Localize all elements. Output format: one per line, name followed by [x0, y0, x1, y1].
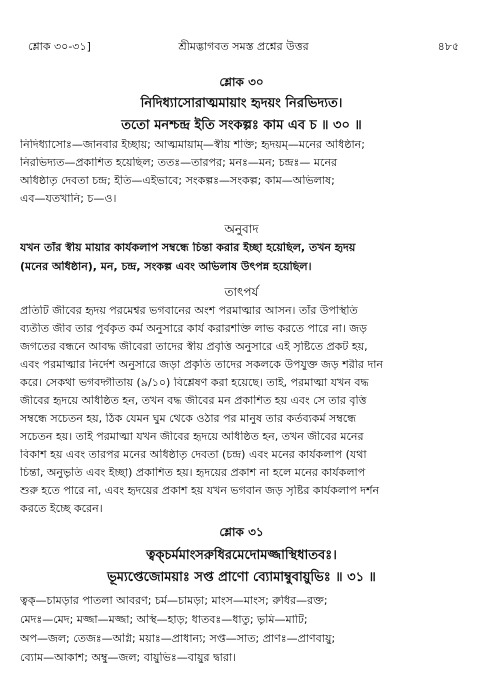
verse-30-synonyms-line-2: নিরভিদ্যত—প্রকাশিত হয়েছিল; ততঃ—তারপর; মনঃ—মন; চন্দ্রঃ— মনের — [20, 157, 338, 168]
purport-line-12: করতে ইচ্ছে করেন। — [20, 503, 103, 514]
verse-31-synonyms-line-1: ত্বক্—চামড়ার পাতলা আবরণ; চর্ম—চামড়া; মাংস—মাংস; রুধির—রক্ত; — [20, 595, 328, 606]
purport-line-9: বিকাশ হয় এবং তারপর মনের অধিষ্ঠাতৃ দেবতা (চন্দ্র) এবং মনের কার্যকলাপ (যথা — [20, 449, 367, 460]
purport-line-6: জীবের হৃদয়ে অধিষ্ঠিত হন, তখন বদ্ধ জীবের মন প্রকাশিত হয় এবং সে তার বৃত্তি — [20, 395, 367, 406]
verse-30-sanskrit-line-1: নিদিধ্যাসোরাত্মমায়াং হৃদয়ং নিরভিদ্যত। — [140, 96, 343, 111]
purport-line-5: করে। সেকথা ভগবদ্গীতায় (৯/১০) বিশ্লেষণ করা হয়েছে। তাই, পরমাত্মা যখন বদ্ধ — [20, 377, 369, 388]
verse-30-synonyms-line-4: এব—যতখানি; চ—ও। — [20, 193, 117, 204]
verse-30-synonyms-line-3: অধিষ্ঠাতৃ দেবতা চন্দ্র; ইতি—এইভাবে; সংকল্পঃ—সংকল্প; কাম—অভিলাষ; — [20, 175, 335, 186]
verse-30-heading: শ্লোক ৩০ — [219, 75, 264, 89]
purport-line-10: চিন্তা, অনুভূতি এবং ইচ্ছা) প্রকাশিত হয়। হৃদয়ের প্রকাশ না হলে মনের কার্যকলাপ — [20, 467, 366, 478]
translation-label: অনুবাদ — [224, 222, 259, 236]
purport-label: তাৎপর্য — [224, 285, 259, 299]
running-header — [28, 38, 459, 57]
translation-line-1: যখন তাঁর স্বীয় মায়ার কার্যকলাপ সম্বন্ধে চিন্তা করার ইচ্ছা হয়েছিল, তখন হৃদয় — [20, 242, 356, 253]
purport-line-8: সচেতন হয়। তাই পরমাত্মা যখন জীবের হৃদয়ে অধিষ্ঠিত হন, তখন জীবের মনের — [20, 431, 364, 442]
verse-31-heading: শ্লোক ৩১ — [219, 525, 264, 539]
purport-line-7: সম্বন্ধে সচেতন হয়, ঠিক যেমন ঘুম থেকে ওঠার পর মানুষ তার কর্তব্যকর্ম সম্বন্ধে — [20, 413, 356, 424]
purport-line-3: জগতের বন্ধনে আবদ্ধ জীবেরা তাদের স্বীয় প্রবৃত্তি অনুসারে এই সৃষ্টিতে প্রকট হয়, — [20, 341, 368, 352]
purport-line-4: এবং পরমাত্মার নির্দেশ অনুসারে জড়া প্রকৃতি তাদের সকলকে উপযুক্ত জড় শরীর দান — [20, 359, 383, 370]
purport-line-11: শুরু হতে পারে না, এবং হৃদয়ের প্রকাশ হয় যখন ভগবান জড় সৃষ্টির কার্যকলাপ দর্শন — [20, 485, 380, 496]
header-chapter-title: শ্রীমদ্ভাগবত সমস্ত প্রশ্নের উত্তর — [178, 40, 309, 53]
verse-31-synonyms-line-3: অপ—জল; তেজঃ—অগ্নি; ময়াঃ—প্রাধান্য; সপ্ত—সাত; প্রাণঃ—প্রাণবায়ু; — [20, 633, 336, 644]
verse-31-synonyms-line-4: ব্যোম—আকাশ; অম্বু—জল; বায়ুভিঃ—বায়ুর দ্বারা। — [20, 652, 236, 663]
header-verse-range: শ্লোক ৩০-৩১] — [28, 40, 91, 53]
translation-line-2: (মনের অধিষ্ঠান), মন, চন্দ্র, সংকল্প এবং অভিলাষ উৎপন্ন হয়েছিল। — [20, 261, 312, 272]
verse-31-synonyms-line-2: মেদঃ—মেদ; মজ্জা—মজ্জা; অস্থি—হাড়; ধাতবঃ—ধাতু; ভূমি—মাটি; — [20, 614, 308, 625]
page-number: ৪৮৫ — [437, 40, 459, 53]
purport-line-2: ব্যতীত জীব তার পূর্বকৃত কর্ম অনুসারে কার্য করারশক্তি লাভ করতে পারে না। জড় — [20, 323, 367, 334]
purport-line-1: প্রতিটি জীবের হৃদয় পরমেশ্বর ভগবানের অংশ পরমাত্মার আসন। তাঁর উপস্থিতি — [20, 305, 358, 316]
verse-30-sanskrit-line-2: ততো মনশ্চন্দ্র ইতি সংকল্পঃ কাম এব চ ॥ ৩০ ॥ — [121, 118, 362, 133]
verse-30-synonyms-line-1: নিদিধ্যাসোঃ—জানবার ইচ্ছায়; আত্মমায়াম্—স্বীয় শক্তি; হৃদয়ম্—মনের অধিষ্ঠান; — [20, 139, 365, 150]
verse-31-sanskrit-line-1: ত্বক্চর্মমাংসরুধিরমেদোমজ্জাস্থিধাতবঃ। — [146, 548, 337, 563]
verse-31-sanskrit-line-2: ভূম্যপ্তেজোময়াঃ সপ্ত প্রাণো ব্যোমাম্বুবায়ুভিঃ ॥ ৩১ ॥ — [107, 570, 376, 585]
